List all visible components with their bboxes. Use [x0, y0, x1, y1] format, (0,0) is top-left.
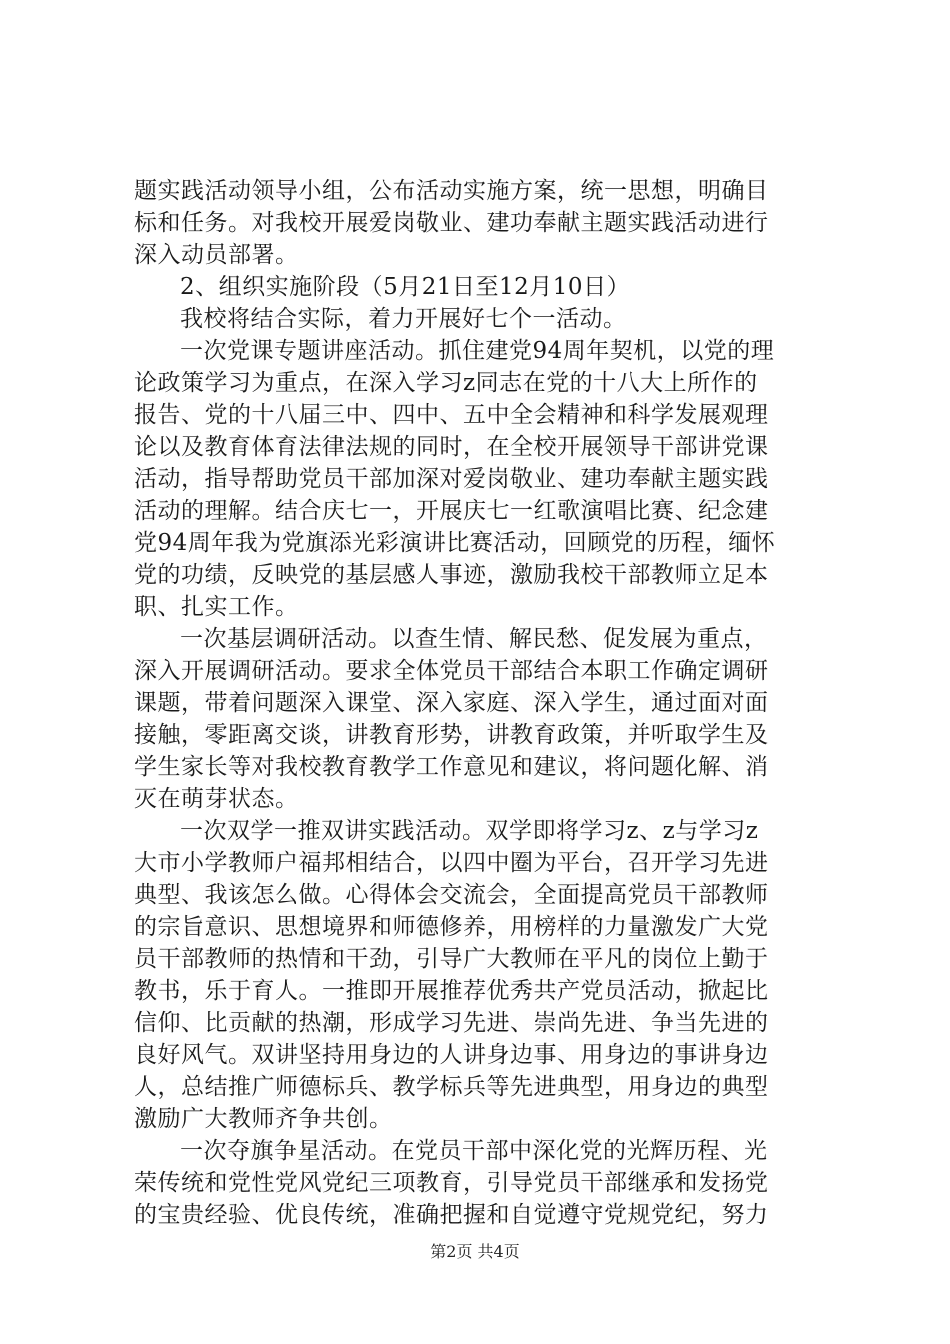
paragraph-start: 一次基层调研活动。以查生情、解民愁、促发展为重点， — [180, 626, 768, 652]
page-number-label: 第2页 共4页 — [430, 1242, 520, 1261]
text-line: 接触，零距离交谈，讲教育形势，讲教育政策，并听取学生及 — [134, 722, 769, 748]
text-line: 党94周年我为党旗添光彩演讲比赛活动，回顾党的历程，缅怀 — [134, 530, 776, 556]
paragraph-start: 一次党课专题讲座活动。抓住建党94周年契机，以党的理 — [180, 338, 775, 364]
text-line: 报告、党的十八届三中、四中、五中全会精神和科学发展观理 — [134, 402, 769, 428]
text-line: 大市小学教师户福邦相结合，以四中圈为平台，召开学习先进 — [134, 850, 769, 876]
text-line: 论以及教育体育法律法规的同时，在全校开展领导干部讲党课 — [134, 434, 769, 460]
page-footer — [0, 1240, 950, 1264]
text-line: 的宗旨意识、思想境界和师德修养，用榜样的力量激发广大党 — [134, 914, 769, 940]
text-line: 员干部教师的热情和干劲，引导广大教师在平凡的岗位上勤于 — [134, 946, 769, 972]
text-line: 典型、我该怎么做。心得体会交流会，全面提高党员干部教师 — [134, 882, 769, 908]
text-line: 标和任务。对我校开展爱岗敬业、建功奉献主题实践活动进行 — [134, 210, 769, 236]
text-line: 题实践活动领导小组，公布活动实施方案，统一思想，明确目 — [134, 178, 769, 204]
text-line: 教书，乐于育人。一推即开展推荐优秀共产党员活动，掀起比 — [134, 978, 769, 1004]
text-line: 党的功绩，反映党的基层感人事迹，激励我校干部教师立足本 — [134, 562, 769, 588]
text-line: 深入开展调研活动。要求全体党员干部结合本职工作确定调研 — [134, 658, 769, 684]
text-line: 学生家长等对我校教育教学工作意见和建议，将问题化解、消 — [134, 754, 769, 780]
text-line: 职、扎实工作。 — [134, 594, 299, 620]
paragraph-start: 我校将结合实际，着力开展好七个一活动。 — [180, 306, 627, 332]
text-line: 良好风气。双讲坚持用身边的人讲身边事、用身边的事讲身边 — [134, 1042, 769, 1068]
text-line: 信仰、比贡献的热潮，形成学习先进、崇尚先进、争当先进的 — [134, 1010, 769, 1036]
section-heading: 2、组织实施阶段（5月21日至12月10日） — [180, 274, 631, 300]
text-line: 论政策学习为重点，在深入学习z同志在党的十八大上所作的 — [134, 370, 758, 396]
text-line: 激励广大教师齐争共创。 — [134, 1106, 393, 1132]
text-line: 的宝贵经验、优良传统，准确把握和自觉遵守党规党纪，努力 — [134, 1202, 769, 1228]
paragraph-start: 一次夺旗争星活动。在党员干部中深化党的光辉历程、光 — [180, 1138, 768, 1164]
text-line: 课题，带着问题深入课堂、深入家庭、深入学生，通过面对面 — [134, 690, 769, 716]
text-line: 活动，指导帮助党员干部加深对爱岗敬业、建功奉献主题实践 — [134, 466, 769, 492]
text-line: 荣传统和党性党风党纪三项教育，引导党员干部继承和发扬党 — [134, 1170, 769, 1196]
text-line: 深入动员部署。 — [134, 242, 299, 268]
text-line: 人，总结推广师德标兵、教学标兵等先进典型，用身边的典型 — [134, 1074, 769, 1100]
paragraph-start: 一次双学一推双讲实践活动。双学即将学习z、z与学习z — [180, 818, 759, 844]
text-line: 活动的理解。结合庆七一，开展庆七一红歌演唱比赛、纪念建 — [134, 498, 769, 524]
text-line: 灭在萌芽状态。 — [134, 786, 299, 812]
body-text — [134, 175, 834, 1231]
